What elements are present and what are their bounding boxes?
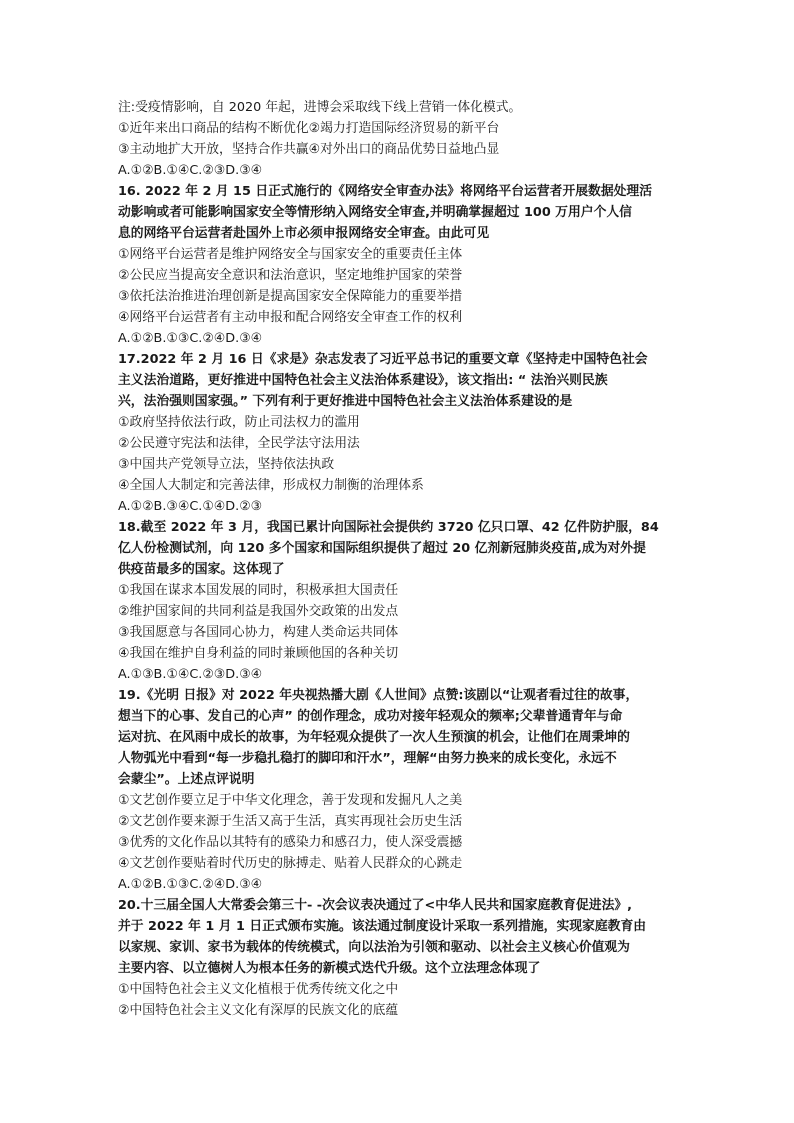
q17-option: ①政府坚持依法行政，防止司法权力的滥用 [118, 415, 360, 430]
q19-stem-line: 会蒙尘”。上述点评说明 [118, 772, 255, 787]
q16-answer-choices: A.①②B.①③C.②④D.③④ [118, 331, 263, 346]
q19-option: ④文艺创作要贴着时代历史的脉搏走、贴着人民群众的心跳走 [118, 856, 463, 871]
q18-answer-choices: A.①③B.①④C.②③D.③④ [118, 667, 263, 682]
q17-option: ④全国人大制定和完善法律，形成权力制衡的治理体系 [118, 478, 424, 493]
q18-option: ②维护国家间的共同利益是我国外交政策的出发点 [118, 604, 399, 619]
q16-option: ②公民应当提高安全意识和法治意识，坚定地维护国家的荣誉 [118, 268, 463, 283]
q16-option: ③依托法治推进治理创新是提高国家安全保障能力的重要举措 [118, 289, 463, 304]
q16-option: ④网络平台运营者有主动申报和配合网络安全审查工作的权利 [118, 310, 463, 325]
q19-stem-line: 运对抗、在风雨中成长的故事，为年轻观众提供了一次人生预演的机会，让他们在周秉坤的 [118, 730, 630, 745]
q18-option: ①我国在谋求本国发展的同时，积极承担大国责任 [118, 583, 399, 598]
q19-stem-line: 想当下的心事、发自己的心声” 的创作理念，成功对接年轻观众的频率;父辈普通青年与命 [118, 709, 623, 724]
q17-option: ②公民遵守宪法和法律，全民学法守法用法 [118, 436, 360, 451]
q19-stem-line: 19.《光明 日报》对 2022 年央视热播大剧《人世间》点赞:该剧以“让观者看过往的故事， [118, 688, 639, 703]
q19-option: ①文艺创作要立足于中华文化理念，善于发现和发掘凡人之美 [118, 793, 463, 808]
q20-stem-line: 并于 2022 年 1 月 1 日正式颁布实施。该法通过制度设计采取一系列措施，实现家庭教育由 [118, 919, 647, 934]
q20-stem-line: 以家规、家训、家书为载体的传统模式，向以法治为引领和驱动、以社会主义核心价值观为 [118, 940, 630, 955]
q19-option: ③优秀的文化作品以其特有的感染力和感召力，使人深受震撼 [118, 835, 463, 850]
q20-stem-line: 20.十三届全国人大常委会第三十- -次会议表决通过了<中华人民共和国家庭教育促进法》, [118, 898, 633, 913]
q16-stem-line: 息的网络平台运营者赴国外上市必须申报网络安全审查。由此可见 [118, 226, 490, 241]
q17-stem-line: 17.2022 年 2 月 16 日《求是》杂志发表了习近平总书记的重要文章《坚持走中国特色社会 [118, 352, 648, 367]
q15-option-line: ①近年来出口商品的结构不断优化②竭力打造国际经济贸易的新平台 [118, 121, 500, 136]
q17-answer-choices: A.①②B.③④C.①④D.②③ [118, 499, 263, 514]
q18-option: ③我国愿意与各国同心协力，构建人类命运共同体 [118, 625, 399, 640]
exam-page [118, 97, 683, 1021]
q18-stem-line: 供疫苗最多的国家。这体现了 [118, 562, 285, 577]
q15-option-line: ③主动地扩大开放，坚持合作共赢④对外出口的商品优势日益地凸显 [118, 142, 500, 157]
q16-option: ①网络平台运营者是维护网络安全与国家安全的重要责任主体 [118, 247, 463, 262]
q17-stem-line: 兴，法治强则国家强。” 下列有利于更好推进中国特色社会主义法治体系建设的是 [118, 394, 573, 409]
q17-option: ③中国共产党领导立法，坚持依法执政 [118, 457, 335, 472]
q17-stem-line: 主义法治道路，更好推进中国特色社会主义法治体系建设》，该文指出: “ 法治兴则民族 [118, 373, 608, 388]
q20-stem-line: 主要内容、以立德树人为根本任务的新模式迭代升级。这个立法理念体现了 [118, 961, 541, 976]
q18-stem-line: 18.截至 2022 年 3 月，我国已累计向国际社会提供约 3720 亿只口罩、42 亿件防护服，84 [118, 520, 659, 535]
q20-option: ②中国特色社会主义文化有深厚的民族文化的底蕴 [118, 1003, 399, 1018]
note-line: 注:受疫情影响，自 2020 年起，进博会采取线下线上营销一体化模式。 [118, 100, 522, 115]
q20-option: ①中国特色社会主义文化植根于优秀传统文化之中 [118, 982, 399, 997]
q16-stem-line: 16. 2022 年 2 月 15 日正式施行的《网络安全审查办法》将网络平台运营者开展数据处理活 [118, 184, 653, 199]
q19-option: ②文艺创作要来源于生活又高于生活，真实再现社会历史生活 [118, 814, 463, 829]
q19-stem-line: 人物弧光中看到“每一步稳扎稳打的脚印和汗水”，理解“由努力换来的成长变化，永远不 [118, 751, 617, 766]
q16-stem-line: 动影响或者可能影响国家安全等情形纳入网络安全审查,并明确掌握超过 100 万用户个人信 [118, 205, 632, 220]
q18-option: ④我国在维护自身利益的同时兼顾他国的各种关切 [118, 646, 399, 661]
q15-answer-choices: A.①②B.①④C.②③D.③④ [118, 163, 263, 178]
q18-stem-line: 亿人份检测试剂，向 120 多个国家和国际组织提供了超过 20 亿剂新冠肺炎疫苗,成为对外提 [118, 541, 646, 556]
q19-answer-choices: A.①②B.①③C.②④D.③④ [118, 877, 263, 892]
